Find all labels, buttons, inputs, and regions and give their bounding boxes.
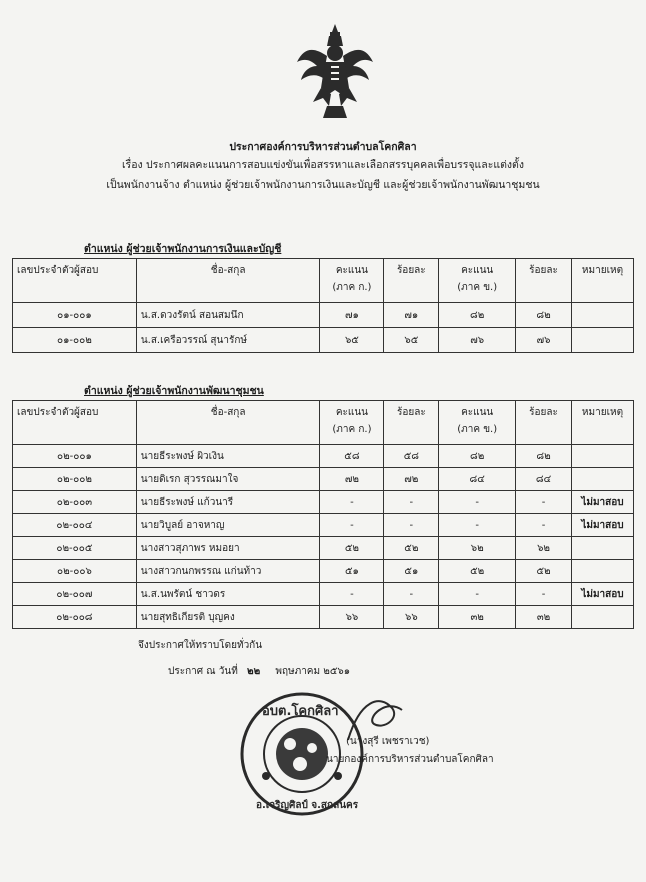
name-cell: นายสุทธิเกียรติ บุญคง xyxy=(136,606,320,629)
col-exam-id: เลขประจำตัวผู้สอบ xyxy=(13,401,137,445)
percent-a-cell: ๕๘ xyxy=(384,445,439,468)
exam-id-cell: ๐๒-๐๐๕ xyxy=(13,537,137,560)
name-cell: น.ส.นพรัตน์ ชาวดร xyxy=(136,583,320,606)
name-cell: นายดิเรก สุวรรณมาใจ xyxy=(136,468,320,491)
table-row xyxy=(13,303,634,328)
score-b-cell: ๘๔ xyxy=(439,468,516,491)
percent-b-cell: ๕๒ xyxy=(516,560,572,583)
col-percent-b: ร้อยละ xyxy=(516,259,572,303)
score-a-cell: ๕๘ xyxy=(320,445,384,468)
col-score-b: คะแนน (ภาค ข.) xyxy=(439,401,516,445)
percent-a-cell: ๕๒ xyxy=(384,537,439,560)
table-row xyxy=(13,583,634,606)
remark-cell: ไม่มาสอบ xyxy=(572,583,634,606)
table-row xyxy=(13,514,634,537)
col-name: ชื่อ-สกุล xyxy=(136,401,320,445)
name-cell: นางสาวกนกพรรณ แก่นท้าว xyxy=(136,560,320,583)
col-score-a: คะแนน (ภาค ก.) xyxy=(320,259,384,303)
exam-id-cell: ๐๒-๐๐๗ xyxy=(13,583,137,606)
table-header-row xyxy=(13,401,634,445)
table-header-row xyxy=(13,259,634,303)
score-b-cell: - xyxy=(439,514,516,537)
percent-b-cell: ๘๔ xyxy=(516,468,572,491)
name-cell: นายธีระพงษ์ แก้วนารี xyxy=(136,491,320,514)
remark-cell: ไม่มาสอบ xyxy=(572,514,634,537)
date-prefix: ประกาศ ณ วันที่ xyxy=(168,666,238,677)
percent-b-cell: - xyxy=(516,583,572,606)
exam-id-cell: ๐๒-๐๐๒ xyxy=(13,468,137,491)
exam-id-cell: ๐๒-๐๐๔ xyxy=(13,514,137,537)
garuda-emblem-icon xyxy=(295,22,375,120)
score-b-cell: - xyxy=(439,491,516,514)
percent-b-cell: ๘๒ xyxy=(516,445,572,468)
col-percent-a: ร้อยละ xyxy=(384,259,439,303)
percent-b-cell: - xyxy=(516,514,572,537)
exam-id-cell: ๐๒-๐๐๑ xyxy=(13,445,137,468)
score-b-cell: ๘๒ xyxy=(439,303,516,328)
percent-a-cell: - xyxy=(384,491,439,514)
section1-table xyxy=(12,258,634,353)
table-row xyxy=(13,445,634,468)
exam-id-cell: ๐๒-๐๐๘ xyxy=(13,606,137,629)
remark-cell: ไม่มาสอบ xyxy=(572,491,634,514)
percent-a-cell: ๕๑ xyxy=(384,560,439,583)
name-cell: นายธีระพงษ์ ผิวเงิน xyxy=(136,445,320,468)
col-remark: หมายเหตุ xyxy=(572,259,634,303)
name-cell: น.ส.ดวงรัตน์ สอนสมนึก xyxy=(136,303,320,328)
document-subject-line2: เป็นพนักงานจ้าง ตำแหน่ง ผู้ช่วยเจ้าพนักงานการเงินและบัญชี และผู้ช่วยเจ้าพนักงานพัฒนาชุมชน xyxy=(106,179,540,191)
remark-cell xyxy=(572,606,634,629)
col-remark: หมายเหตุ xyxy=(572,401,634,445)
signer-name: (นางสุรี เพชราเวช) xyxy=(346,736,430,747)
percent-b-cell: ๘๒ xyxy=(516,303,572,328)
col-score-a: คะแนน (ภาค ก.) xyxy=(320,401,384,445)
remark-cell xyxy=(572,303,634,328)
percent-b-cell: - xyxy=(516,491,572,514)
percent-a-cell: - xyxy=(384,583,439,606)
exam-id-cell: ๐๑-๐๐๑ xyxy=(13,303,137,328)
percent-a-cell: ๖๕ xyxy=(384,328,439,353)
score-a-cell: ๗๑ xyxy=(320,303,384,328)
remark-cell xyxy=(572,560,634,583)
score-a-cell: ๗๒ xyxy=(320,468,384,491)
score-a-cell: ๕๒ xyxy=(320,537,384,560)
percent-b-cell: ๓๒ xyxy=(516,606,572,629)
document-subject: เรื่อง ประกาศผลคะแนนการสอบแข่งขันเพื่อสรรหาและเลือกสรรบุคคลเพื่อบรรจุและแต่งตั้ง xyxy=(121,159,525,171)
remark-cell xyxy=(572,445,634,468)
announcement-date xyxy=(168,664,350,679)
score-b-cell: ๓๒ xyxy=(439,606,516,629)
percent-a-cell: ๗๒ xyxy=(384,468,439,491)
score-b-cell: ๕๒ xyxy=(439,560,516,583)
section2-table xyxy=(12,400,634,629)
section1-title: ตำแหน่ง ผู้ช่วยเจ้าพนักงานการเงินและบัญชี xyxy=(84,243,282,255)
table-row xyxy=(13,560,634,583)
score-a-cell: ๖๕ xyxy=(320,328,384,353)
closing-notice: จึงประกาศให้ทราบโดยทั่วกัน xyxy=(138,640,263,651)
signer-title: นายกองค์การบริหารส่วนตำบลโคกศิลา xyxy=(326,754,494,765)
col-percent-b: ร้อยละ xyxy=(516,401,572,445)
date-day: ๒๒ xyxy=(246,666,261,677)
score-a-cell: - xyxy=(320,514,384,537)
exam-id-cell: ๐๑-๐๐๒ xyxy=(13,328,137,353)
col-percent-a: ร้อยละ xyxy=(384,401,439,445)
seal-top-text: อบต.โคกศิลา xyxy=(262,704,339,719)
document-title: ประกาศองค์การบริหารส่วนตำบลโคกศิลา xyxy=(229,141,417,153)
col-name: ชื่อ-สกุล xyxy=(136,259,320,303)
exam-id-cell: ๐๒-๐๐๓ xyxy=(13,491,137,514)
score-b-cell: ๘๒ xyxy=(439,445,516,468)
score-b-cell: ๖๒ xyxy=(439,537,516,560)
table-row xyxy=(13,537,634,560)
table-row xyxy=(13,606,634,629)
remark-cell xyxy=(572,537,634,560)
name-cell: นางสาวสุภาพร หมอยา xyxy=(136,537,320,560)
score-a-cell: - xyxy=(320,491,384,514)
name-cell: นายวิบูลย์ อาจหาญ xyxy=(136,514,320,537)
exam-id-cell: ๐๒-๐๐๖ xyxy=(13,560,137,583)
score-a-cell: ๕๑ xyxy=(320,560,384,583)
col-score-b: คะแนน (ภาค ข.) xyxy=(439,259,516,303)
percent-a-cell: ๖๖ xyxy=(384,606,439,629)
score-b-cell: ๗๖ xyxy=(439,328,516,353)
col-exam-id: เลขประจำตัวผู้สอบ xyxy=(13,259,137,303)
score-b-cell: - xyxy=(439,583,516,606)
table-row xyxy=(13,328,634,353)
section2-title: ตำแหน่ง ผู้ช่วยเจ้าพนักงานพัฒนาชุมชน xyxy=(84,385,264,397)
remark-cell xyxy=(572,328,634,353)
table-row xyxy=(13,468,634,491)
remark-cell xyxy=(572,468,634,491)
date-month-year: พฤษภาคม ๒๕๖๑ xyxy=(275,666,351,677)
seal-bottom-text: อ.เจริญศิลป์ จ.สกลนคร xyxy=(256,800,359,811)
percent-b-cell: ๖๒ xyxy=(516,537,572,560)
percent-b-cell: ๗๖ xyxy=(516,328,572,353)
percent-a-cell: - xyxy=(384,514,439,537)
score-a-cell: - xyxy=(320,583,384,606)
percent-a-cell: ๗๑ xyxy=(384,303,439,328)
score-a-cell: ๖๖ xyxy=(320,606,384,629)
name-cell: น.ส.เครือวรรณ์ สุนารักษ์ xyxy=(136,328,320,353)
table-row xyxy=(13,491,634,514)
